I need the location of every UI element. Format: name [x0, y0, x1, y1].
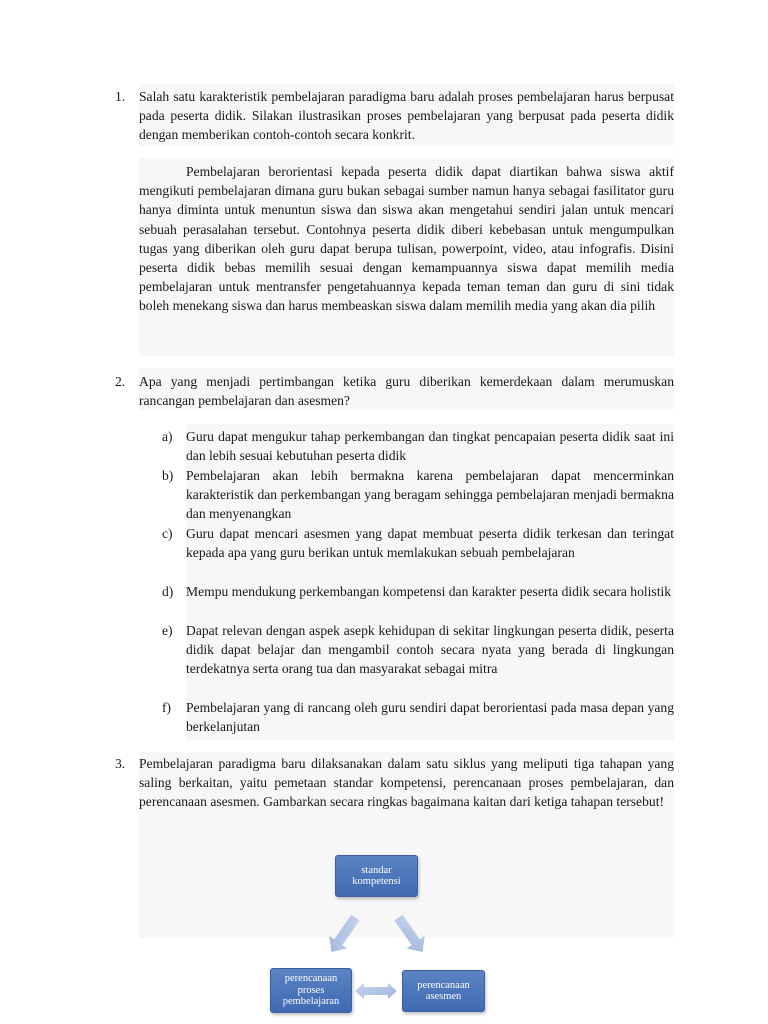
- q1-number: 1.: [115, 89, 126, 104]
- node-standar-kompetensi: [335, 855, 418, 897]
- node-left-line-3: pembelajaran: [282, 996, 340, 1008]
- arrow-left-right: [355, 983, 397, 999]
- node-right-line-2: asesmen: [425, 991, 462, 1002]
- q3-question: Pembelajaran paradigma baru dilaksanakan dalam satu siklus yang meliputi tiga tahapan yang saling berkaitan, yaitu pemetaan standar kompetensi, perencanaan proses pembelajaran, dan perencanaan asesmen. Gambarkan secara ringkas bagaimana kaitan dari ketiga tahapan tersebut!: [139, 756, 674, 810]
- q2-number: 2.: [115, 374, 126, 389]
- item-f-label: f): [162, 700, 172, 715]
- item-c-text: Guru dapat mencari asesmen yang dapat membuat peserta didik terkesan dan teringat kepada apa yang guru berikan untuk memlakukan sebuah pembelajaran: [186, 526, 674, 561]
- item-a-text: Guru dapat mengukur tahap perkembangan dan tingkat pencapaian peserta didik saat ini dan lebih sesuai kebutuhan peserta didik: [186, 429, 674, 464]
- item-b-label: b): [162, 468, 174, 483]
- node-top-line-1: standar: [361, 864, 392, 876]
- q2-question: Apa yang menjadi pertimbangan ketika guru diberikan kemerdekaan dalam merumuskan rancangan pembelajaran dan asesmen?: [139, 374, 674, 409]
- node-right-line-1: perencanaan: [417, 979, 470, 991]
- item-e-label: e): [162, 623, 173, 638]
- item-d-text: Mempu mendukung perkembangan kompetensi dan karakter peserta didik secara holistik: [186, 584, 672, 599]
- node-perencanaan-asesmen: [402, 970, 485, 1012]
- q1-question: Salah satu karakteristik pembelajaran paradigma baru adalah proses pembelajaran harus berpusat pada peserta didik. Silakan ilustrasikan proses pembelajaran yang berpusat pada peserta didik dengan memberikan contoh-contoh secara konkrit.: [139, 89, 674, 143]
- node-left-line-2: proses: [297, 984, 325, 996]
- node-top-line-2: kompetensi: [352, 876, 401, 887]
- q1-answer: Pembelajaran berorientasi kepada peserta didik dapat diartikan bahwa siswa aktif mengikuti pembelajaran dimana guru bukan sebagai sumber namun hanya sebagai fasilitator guru hanya diminta untuk menuntun siswa dan siswa akan mengetahui sendiri jalan untuk mencari sebuah perasalahan tersebut. Contohnya peserta didik diberi kebebasan untuk mengumpulkan tugas yang diberikan oleh guru dapat berupa tulisan, powerpoint, video, atau infografis. Disini peserta didik bebas memilih sesuai dengan kemampuannya siswa dapat memilih media pembelajaran untuk mentransfer pengetahuannya kepada teman teman dan guru di sini tidak boleh menekang siswa dan harus membeaskan siswa dalam memilih media yang akan dia pilih: [139, 164, 674, 314]
- item-c-label: c): [162, 526, 173, 541]
- item-b-text: Pembelajaran akan lebih bermakna karena pembelajaran dapat mencerminkan karakteristik dan perkembangan yang beragam sehingga pembelajaran menjadi bermakna dan menyenangkan: [186, 468, 674, 522]
- item-a-label: a): [162, 429, 173, 444]
- node-left-line-1: perencanaan: [284, 973, 338, 985]
- item-f-text: Pembelajaran yang di rancang oleh guru sendiri dapat berorientasi pada masa depan yang berkelanjutan: [186, 700, 674, 735]
- q3-number: 3.: [115, 756, 126, 771]
- item-e-text: Dapat relevan dengan aspek asepk kehidupan di sekitar lingkungan peserta didik, peserta didik dapat belajar dan mengambil contoh secara nyata yang berada di lingkungan terdekatnya serta orang tua dan masyarakat sebagai mitra: [186, 623, 674, 677]
- node-perencanaan-proses-pembelajaran: [270, 968, 352, 1013]
- item-d-label: d): [162, 584, 174, 599]
